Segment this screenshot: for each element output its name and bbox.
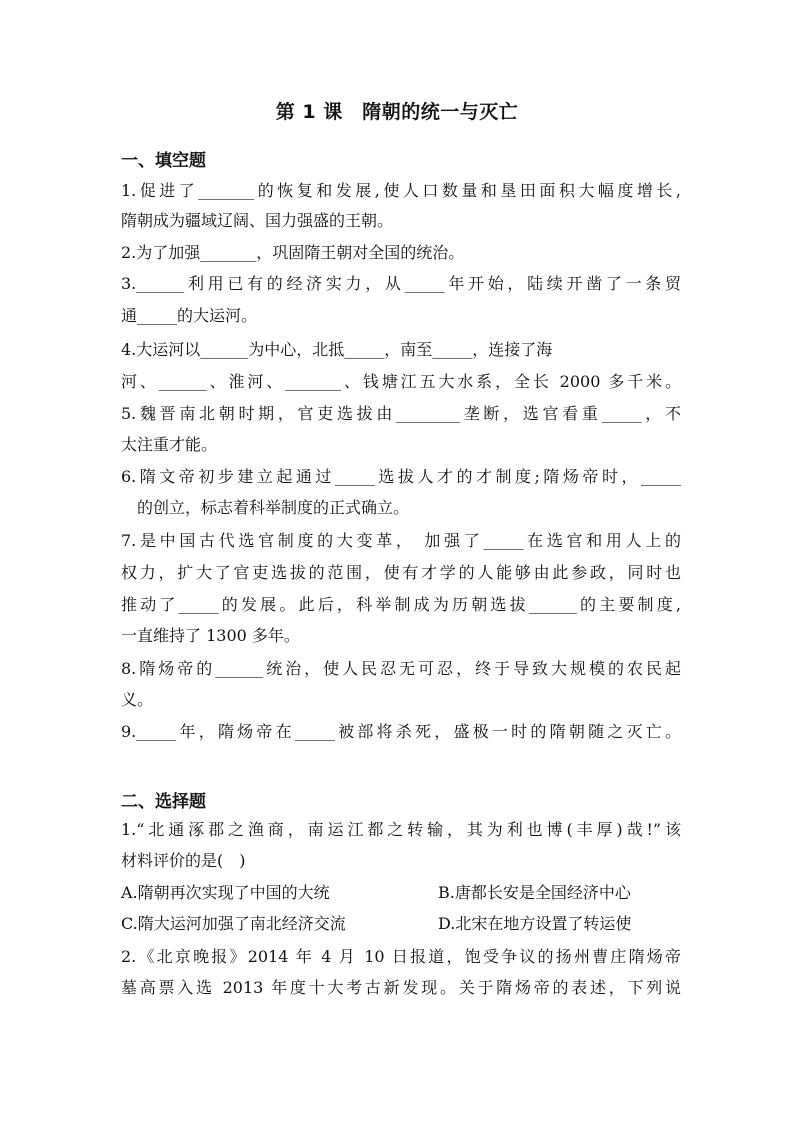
option-c: C.隋大运河加强了南北经济交流 bbox=[121, 914, 346, 933]
option-b: B.唐都长安是全国经济中心 bbox=[438, 883, 631, 902]
question-line: 通_____的大运河。 bbox=[121, 306, 258, 325]
question-line: 8.隋炀帝的______统治，使人民忍无可忍，终于导致大规模的农民起 bbox=[121, 659, 681, 678]
question-line: 2.为了加强_______，巩固隋王朝对全国的统治。 bbox=[121, 243, 465, 262]
question-line: 的创立，标志着科举制度的正式确立。 bbox=[137, 498, 410, 517]
question-line: 河、______、淮河、_______、钱塘江五大水系，全长 2000 多千米。 bbox=[121, 372, 681, 391]
question-line: 1.促进了_______的恢复和发展,使人口数量和垦田面积大幅度增长, bbox=[121, 181, 681, 200]
option-d: D.北宋在地方设置了转运使 bbox=[438, 914, 632, 933]
question-line: 墓高票入选 2013 年度十大考古新发现。关于隋炀帝的表述，下列说 bbox=[121, 978, 681, 997]
question-line: 3.______利用已有的经济实力，从_____年开始，陆续开凿了一条贸 bbox=[121, 274, 681, 293]
question-line: 9._____年，隋炀帝在_____被部将杀死，盛极一时的隋朝随之灭亡。 bbox=[121, 722, 681, 741]
question-line: 太注重才能。 bbox=[121, 435, 218, 454]
question-line: 2.《北京晚报》2014 年 4 月 10 日报道，饱受争议的扬州曹庄隋炀帝 bbox=[121, 947, 681, 966]
question-line: 1.“北通涿郡之渔商，南运江都之转输，其为利也博(丰厚)哉!”该 bbox=[121, 820, 681, 839]
section-heading-fill-in: 一、填空题 bbox=[121, 151, 206, 171]
question-line: 推动了_____的发展。此后，科举制成为历朝选拔______的主要制度, bbox=[121, 595, 681, 614]
option-a: A.隋朝再次实现了中国的大统 bbox=[121, 883, 330, 902]
question-line: 7.是中国古代选官制度的大变革， 加强了_____在选官和用人上的 bbox=[121, 531, 681, 550]
section-heading-multiple-choice: 二、选择题 bbox=[121, 792, 206, 812]
question-line: 权力，扩大了官吏选拔的范围，使有才学的人能够由此参政，同时也 bbox=[121, 563, 681, 582]
question-line: 材料评价的是( ) bbox=[121, 851, 246, 870]
question-line: 一直维持了 1300 多年。 bbox=[121, 626, 300, 645]
question-line: 6.隋文帝初步建立起通过_____选拔人才的才制度;隋炀帝时，_____ bbox=[121, 467, 681, 486]
question-line: 隋朝成为疆域辽阔、国力强盛的王朝。 bbox=[121, 211, 394, 230]
question-line: 义。 bbox=[121, 690, 154, 709]
question-line: 4.大运河以______为中心，北抵_____，南至_____，连接了海 bbox=[121, 340, 553, 359]
page-title: 第 1 课 隋朝的统一与灭亡 bbox=[275, 101, 519, 123]
question-line: 5.魏晋南北朝时期，官吏选拔由________垄断，选官看重_____，不 bbox=[121, 404, 681, 423]
